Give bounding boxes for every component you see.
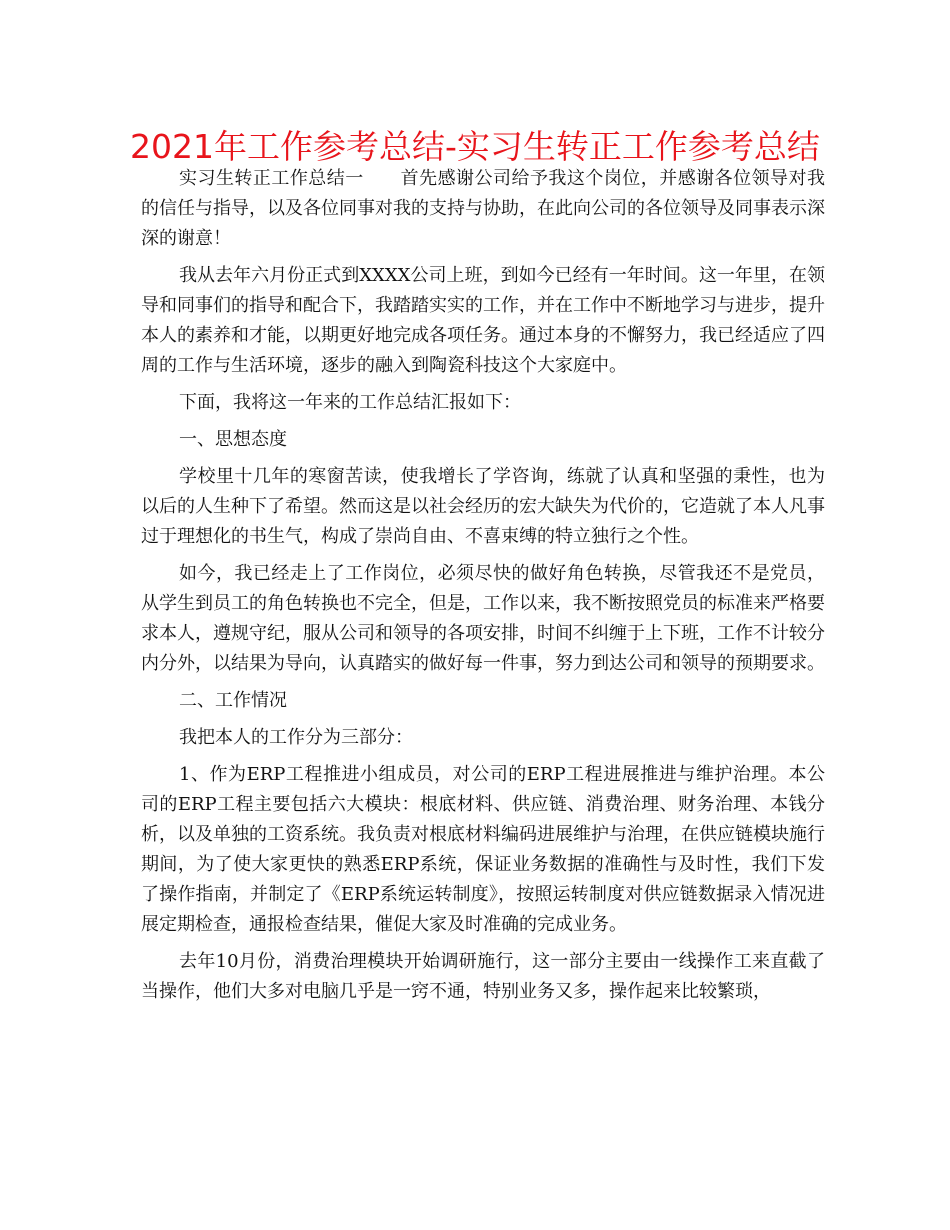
document-title: 2021年工作参考总结-实习生转正工作参考总结 xyxy=(130,127,820,166)
document-body xyxy=(141,164,825,1007)
paragraph: 实习生转正工作总结一 首先感谢公司给予我这个岗位，并感谢各位领导对我的信任与指导，以及各位同事对我的支持与协助，在此向公司的各位领导及同事表示深深的谢意！ xyxy=(141,168,825,249)
paragraph: 去年10月份，消费治理模块开始调研施行，这一部分主要由一线操作工来直截了当操作，他们大多对电脑几乎是一窍不通，特别业务又多，操作起来比较繁琐， xyxy=(141,951,825,1002)
paragraph: 我把本人的工作分为三部分： xyxy=(179,727,413,748)
paragraph: 1、作为ERP工程推进小组成员，对公司的ERP工程进展推进与维护治理。本公司的ERP工程主要包括六大模块：根底材料、供应链、消费治理、财务治理、本钱分析，以及单独的工资系统。我负责对根底材料编码进展维护与治理，在供应链模块施行期间，为了使大家更快的熟悉ERP系统，保证业务数据的准确性与及时性，我们下发了操作指南，并制定了《ERP系统运转制度》，按照运转制度对供应链数据录入情况进展定期检查，通报检查结果，催促大家及时准确的完成业务。 xyxy=(141,764,825,935)
paragraph: 学校里十几年的寒窗苦读，使我增长了学咨询，练就了认真和坚强的秉性，也为以后的人生种下了希望。然而这是以社会经历的宏大缺失为代价的，它造就了本人凡事过于理想化的书生气，构成了崇尚自由、不喜束缚的特立独行之个性。 xyxy=(141,466,825,547)
section-heading: 二、工作情况 xyxy=(179,690,287,711)
paragraph: 如今，我已经走上了工作岗位，必须尽快的做好角色转换，尽管我还不是党员，从学生到员工的角色转换也不完全，但是，工作以来，我不断按照党员的标准来严格要求本人，遵规守纪，服从公司和领导的各项安排，时间不纠缠于上下班，工作不计较分内分外，以结果为导向，认真踏实的做好每一件事，努力到达公司和领导的预期要求。 xyxy=(141,563,825,674)
paragraph: 我从去年六月份正式到XXXX公司上班，到如今已经有一年时间。这一年里，在领导和同事们的指导和配合下，我踏踏实实的工作，并在工作中不断地学习与进步，提升本人的素养和才能，以期更好地完成各项任务。通过本身的不懈努力，我已经适应了四周的工作与生活环境，逐步的融入到陶瓷科技这个大家庭中。 xyxy=(141,265,825,376)
paragraph: 下面，我将这一年来的工作总结汇报如下： xyxy=(179,392,521,413)
section-heading: 一、思想态度 xyxy=(179,429,287,450)
